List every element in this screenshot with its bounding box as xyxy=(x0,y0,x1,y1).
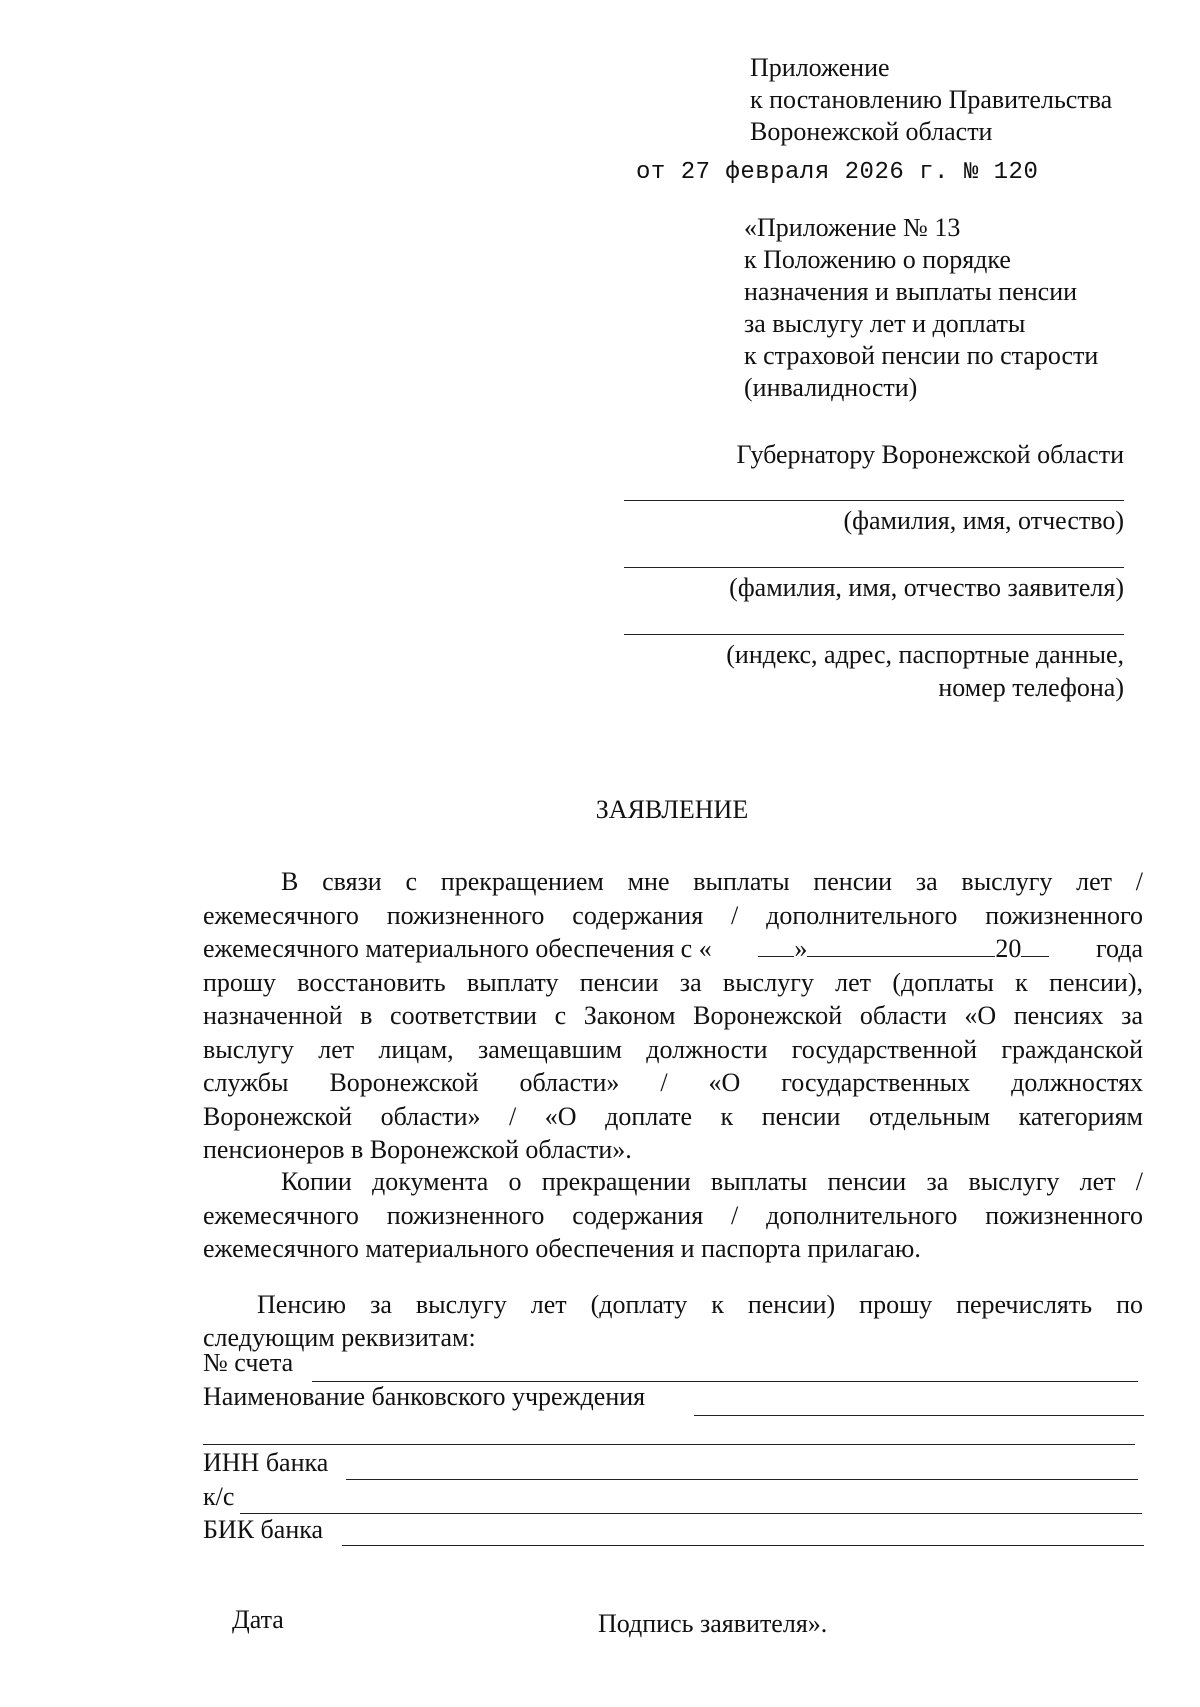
applicant-contacts-caption: (индекс, адрес, паспортные данные, xyxy=(726,640,1124,669)
sub-appendix-line: «Приложение № 13 xyxy=(744,213,961,242)
date-line-suffix: года xyxy=(1095,934,1143,963)
paragraph-line: следующим реквизитам: xyxy=(203,1323,476,1352)
paragraph-line: службы Воронежской области» / «О государственных должностях xyxy=(203,1068,1143,1097)
bank-inn-field[interactable] xyxy=(346,1479,1138,1480)
applicant-name-line[interactable] xyxy=(624,567,1124,568)
date-quote-close: » xyxy=(794,934,808,963)
applicant-contacts-line[interactable] xyxy=(624,634,1124,635)
sub-appendix-line: назначения и выплаты пенсии xyxy=(744,277,1078,306)
paragraph-line: прошу восстановить выплату пенсии за выслугу лет (доплаты к пенсии), xyxy=(203,967,1143,997)
sub-appendix-header xyxy=(744,212,1098,404)
paragraph-line: Пенсию за выслугу лет (доплату к пенсии) прошу перечислять по xyxy=(257,1290,1143,1319)
sub-appendix-line: к страховой пенсии по старости xyxy=(744,341,1099,370)
date-label: Дата xyxy=(232,1605,284,1634)
applicant-contacts-caption: номер телефона) xyxy=(938,673,1124,702)
paragraph-line: ежемесячного материального обеспечения и паспорта прилагаю. xyxy=(203,1234,921,1263)
paragraph-line: Воронежской области» / «О доплате к пенсии отдельным категориям xyxy=(203,1101,1143,1131)
year-field[interactable] xyxy=(1021,934,1049,957)
resolution-date: от 27 февраля 2026 г. № 120 xyxy=(636,159,1039,186)
appendix-line: Воронежской области xyxy=(750,117,993,146)
paragraph-date-line xyxy=(203,932,1143,966)
paragraph-line: В связи с прекращением мне выплаты пенсии за выслугу лет / xyxy=(281,867,1143,896)
paragraph-line: Копии документа о прекращении выплаты пенсии за выслугу лет / xyxy=(281,1167,1143,1196)
sub-appendix-line: за выслугу лет и доплаты xyxy=(744,309,1026,338)
month-field[interactable] xyxy=(807,934,995,957)
sub-appendix-line: (инвалидности) xyxy=(744,373,918,402)
paragraph-line: ежемесячного пожизненного содержания / дополнительного пожизненного xyxy=(203,1200,1143,1230)
bik-field[interactable] xyxy=(342,1545,1144,1546)
bank-name-label: Наименование банковского учреждения xyxy=(203,1382,646,1411)
year-prefix: 20 xyxy=(995,934,1022,963)
sub-appendix-line: к Положению о порядке xyxy=(744,245,1011,274)
governor-name-caption: (фамилия, имя, отчество) xyxy=(843,506,1124,535)
corr-account-label: к/с xyxy=(203,1482,235,1511)
appendix-line: к постановлению Правительства xyxy=(750,85,1113,114)
addressee: Губернатору Воронежской области xyxy=(736,440,1124,469)
paragraph-request xyxy=(203,865,1143,1167)
appendix-header xyxy=(750,52,1112,148)
paragraph-attachments xyxy=(203,1165,1143,1266)
account-label: № счета xyxy=(203,1348,294,1377)
bik-label: БИК банка xyxy=(203,1515,324,1544)
signature-label: Подпись заявителя». xyxy=(598,1609,828,1638)
paragraph-line: пенсионеров в Воронежской области». xyxy=(203,1135,632,1164)
bank-name-field[interactable] xyxy=(694,1415,1144,1416)
applicant-name-caption: (фамилия, имя, отчество заявителя) xyxy=(729,573,1124,602)
date-line-prefix: ежемесячного материального обеспечения с « xyxy=(203,934,712,963)
governor-name-line[interactable] xyxy=(624,500,1124,501)
appendix-line: Приложение xyxy=(750,53,890,82)
bank-name-field-continued[interactable] xyxy=(203,1444,1135,1445)
corr-account-field[interactable] xyxy=(240,1513,1142,1514)
paragraph-requisites-intro xyxy=(203,1288,1143,1354)
day-field[interactable] xyxy=(758,934,794,957)
paragraph-line: назначенной в соответствии с Законом Воронежской области «О пенсиях за xyxy=(203,1001,1143,1030)
document-title: ЗАЯВЛЕНИЕ xyxy=(595,795,749,824)
paragraph-line: выслугу лет лицам, замещавшим должности государственной гражданской xyxy=(203,1034,1143,1064)
bank-inn-label: ИНН банка xyxy=(203,1448,329,1477)
paragraph-line: ежемесячного пожизненного содержания / дополнительного пожизненного xyxy=(203,900,1143,930)
